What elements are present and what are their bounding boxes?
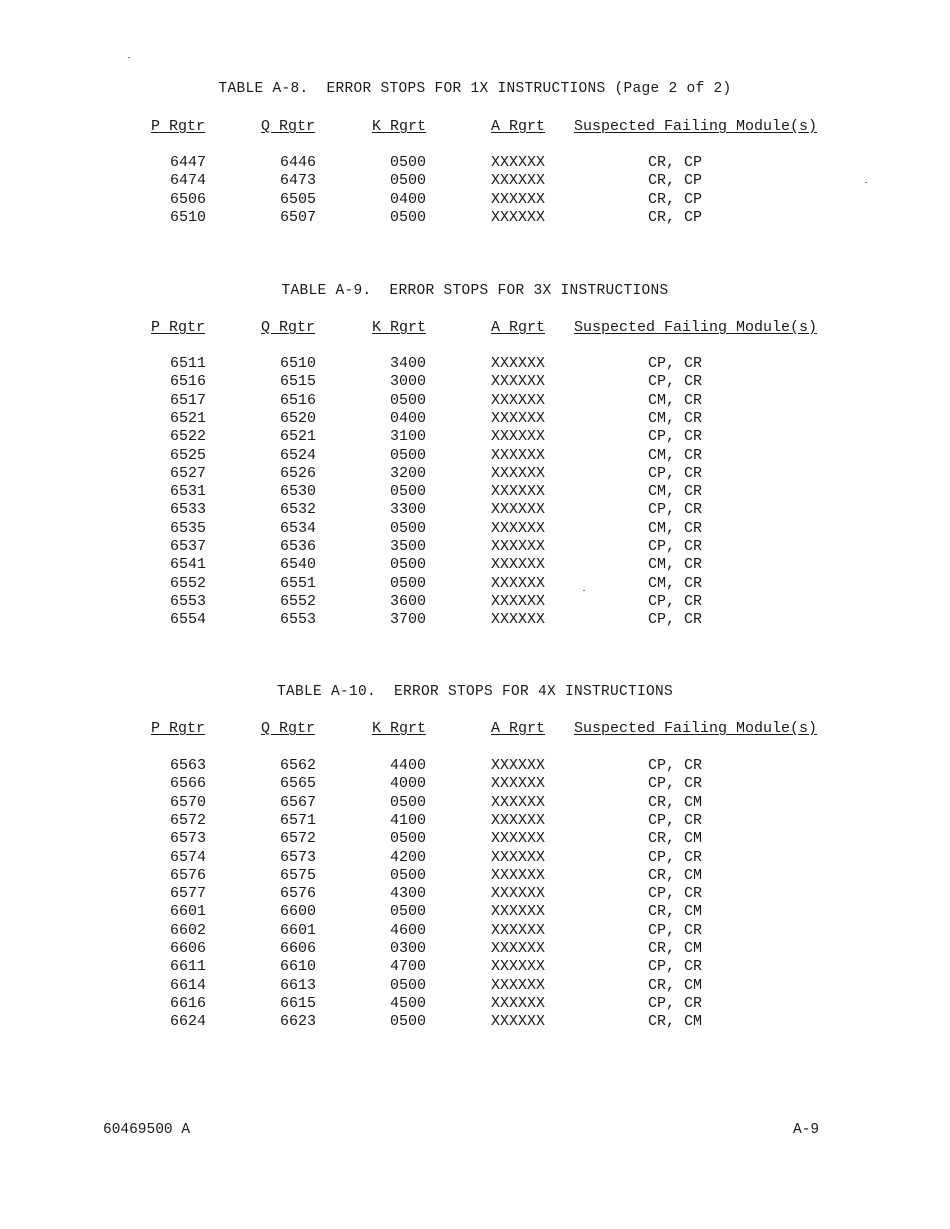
cell-a-rgrt: XXXXXX (491, 976, 546, 994)
table-header (0, 319, 950, 337)
cell-suspected-modules: CP, CR (648, 775, 703, 793)
header-a-rgrt: A Rgrt (491, 720, 546, 737)
cell-q-rgtr: 6510 (280, 355, 317, 372)
table-row (0, 757, 950, 775)
cell-p-rgtr: 6576 (170, 866, 207, 884)
cell-a-rgrt: XXXXXX (491, 757, 546, 774)
cell-p-rgtr: 6527 (170, 464, 207, 482)
cell-a-rgrt: XXXXXX (491, 446, 546, 464)
scan-speck (865, 182, 867, 183)
cell-q-rgtr: 6446 (280, 154, 317, 171)
cell-p-rgtr: 6572 (170, 811, 207, 829)
cell-a-rgrt: XXXXXX (491, 885, 546, 903)
cell-p-rgtr: 6537 (170, 538, 207, 555)
cell-k-rgrt: 0500 (390, 866, 427, 884)
cell-a-rgrt: XXXXXX (491, 355, 546, 372)
cell-a-rgrt: XXXXXX (491, 409, 546, 427)
table-row (0, 995, 950, 1013)
cell-q-rgtr: 6567 (280, 793, 317, 811)
table-row (0, 977, 950, 995)
cell-q-rgtr: 6562 (280, 757, 317, 774)
cell-suspected-modules: CR, CM (648, 1013, 703, 1031)
table-row (0, 191, 950, 209)
cell-a-rgrt: XXXXXX (491, 611, 546, 629)
cell-p-rgtr: 6611 (170, 958, 207, 976)
table-row (0, 483, 950, 501)
cell-suspected-modules: CR, CM (648, 976, 703, 994)
cell-q-rgtr: 6551 (280, 574, 317, 592)
cell-k-rgrt: 4600 (390, 921, 427, 939)
cell-q-rgtr: 6572 (280, 830, 317, 848)
cell-k-rgrt: 0500 (390, 903, 427, 921)
cell-suspected-modules: CP, CR (648, 373, 703, 391)
table-row (0, 428, 950, 446)
cell-p-rgtr: 6574 (170, 848, 207, 866)
cell-p-rgtr: 6506 (170, 190, 207, 208)
cell-q-rgtr: 6536 (280, 538, 317, 555)
cell-suspected-modules: CP, CR (648, 428, 703, 446)
cell-q-rgtr: 6613 (280, 976, 317, 994)
cell-suspected-modules: CP, CR (648, 811, 703, 829)
cell-p-rgtr: 6474 (170, 172, 207, 190)
cell-k-rgrt: 4300 (390, 885, 427, 903)
cell-p-rgtr: 6614 (170, 976, 207, 994)
cell-suspected-modules: CR, CM (648, 793, 703, 811)
cell-suspected-modules: CM, CR (648, 519, 703, 537)
cell-p-rgtr: 6563 (170, 757, 207, 774)
cell-k-rgrt: 4000 (390, 775, 427, 793)
cell-k-rgrt: 4100 (390, 811, 427, 829)
cell-suspected-modules: CR, CM (648, 903, 703, 921)
cell-suspected-modules: CR, CM (648, 940, 703, 957)
cell-suspected-modules: CP, CR (648, 757, 703, 774)
cell-p-rgtr: 6577 (170, 885, 207, 903)
table-row (0, 355, 950, 373)
cell-p-rgtr: 6554 (170, 611, 207, 629)
cell-a-rgrt: XXXXXX (491, 994, 546, 1012)
cell-suspected-modules: CP, CR (648, 464, 703, 482)
table-row (0, 410, 950, 428)
cell-p-rgtr: 6573 (170, 830, 207, 848)
cell-suspected-modules: CP, CR (648, 921, 703, 939)
cell-p-rgtr: 6566 (170, 775, 207, 793)
scan-speck (128, 57, 130, 58)
cell-a-rgrt: XXXXXX (491, 958, 546, 976)
table-row (0, 575, 950, 593)
table-row (0, 465, 950, 483)
header-q-rgtr: Q Rgtr (261, 720, 316, 737)
table-row (0, 593, 950, 611)
table-title: TABLE A-10. ERROR STOPS FOR 4X INSTRUCTIONS (276, 684, 674, 700)
cell-k-rgrt: 0300 (390, 940, 427, 957)
cell-q-rgtr: 6552 (280, 592, 317, 610)
cell-q-rgtr: 6520 (280, 409, 317, 427)
header-q-rgtr: Q Rgtr (261, 319, 316, 336)
cell-a-rgrt: XXXXXX (491, 592, 546, 610)
cell-suspected-modules: CP, CR (648, 538, 703, 555)
table-row (0, 154, 950, 172)
cell-p-rgtr: 6616 (170, 994, 207, 1012)
cell-p-rgtr: 6511 (170, 355, 207, 372)
cell-p-rgtr: 6606 (170, 940, 207, 957)
cell-a-rgrt: XXXXXX (491, 940, 546, 957)
table-row (0, 209, 950, 227)
cell-p-rgtr: 6624 (170, 1013, 207, 1031)
cell-suspected-modules: CM, CR (648, 409, 703, 427)
table-row (0, 538, 950, 556)
cell-k-rgrt: 4200 (390, 848, 427, 866)
table-title: TABLE A-8. ERROR STOPS FOR 1X INSTRUCTIONS (Page 2 of 2) (218, 81, 732, 97)
cell-k-rgrt: 0500 (390, 793, 427, 811)
cell-q-rgtr: 6515 (280, 373, 317, 391)
cell-a-rgrt: XXXXXX (491, 903, 546, 921)
cell-k-rgrt: 0500 (390, 391, 427, 409)
cell-a-rgrt: XXXXXX (491, 556, 546, 574)
table-row (0, 940, 950, 958)
table-row (0, 849, 950, 867)
table-row (0, 447, 950, 465)
cell-p-rgtr: 6552 (170, 574, 207, 592)
cell-k-rgrt: 3700 (390, 611, 427, 629)
cell-k-rgrt: 0400 (390, 190, 427, 208)
cell-a-rgrt: XXXXXX (491, 190, 546, 208)
cell-k-rgrt: 3000 (390, 373, 427, 391)
cell-k-rgrt: 0500 (390, 574, 427, 592)
cell-a-rgrt: XXXXXX (491, 775, 546, 793)
cell-k-rgrt: 3500 (390, 538, 427, 555)
table-row (0, 1013, 950, 1031)
cell-k-rgrt: 0500 (390, 172, 427, 190)
cell-a-rgrt: XXXXXX (491, 428, 546, 446)
table-row (0, 922, 950, 940)
header-k-rgrt: K Rgrt (372, 720, 427, 737)
cell-suspected-modules: CR, CP (648, 190, 703, 208)
table-row (0, 611, 950, 629)
table-row (0, 520, 950, 538)
cell-suspected-modules: CP, CR (648, 958, 703, 976)
cell-suspected-modules: CR, CM (648, 830, 703, 848)
cell-suspected-modules: CP, CR (648, 501, 703, 519)
cell-suspected-modules: CR, CP (648, 172, 703, 190)
cell-k-rgrt: 0500 (390, 483, 427, 501)
cell-q-rgtr: 6576 (280, 885, 317, 903)
cell-q-rgtr: 6524 (280, 446, 317, 464)
cell-p-rgtr: 6510 (170, 208, 207, 226)
table-row (0, 392, 950, 410)
cell-p-rgtr: 6516 (170, 373, 207, 391)
header-p-rgtr: P Rgtr (151, 319, 206, 336)
table-row (0, 958, 950, 976)
cell-k-rgrt: 0500 (390, 154, 427, 171)
cell-k-rgrt: 3400 (390, 355, 427, 372)
cell-p-rgtr: 6517 (170, 391, 207, 409)
cell-q-rgtr: 6534 (280, 519, 317, 537)
table-row (0, 775, 950, 793)
header-p-rgtr: P Rgtr (151, 720, 206, 737)
cell-p-rgtr: 6521 (170, 409, 207, 427)
cell-suspected-modules: CP, CR (648, 592, 703, 610)
cell-a-rgrt: XXXXXX (491, 519, 546, 537)
header-a-rgrt: A Rgrt (491, 118, 546, 135)
cell-p-rgtr: 6553 (170, 592, 207, 610)
cell-p-rgtr: 6535 (170, 519, 207, 537)
table-row (0, 812, 950, 830)
cell-a-rgrt: XXXXXX (491, 501, 546, 519)
cell-k-rgrt: 0500 (390, 446, 427, 464)
cell-suspected-modules: CR, CP (648, 208, 703, 226)
cell-a-rgrt: XXXXXX (491, 830, 546, 848)
header-k-rgrt: K Rgrt (372, 319, 427, 336)
cell-q-rgtr: 6565 (280, 775, 317, 793)
table-header (0, 720, 950, 738)
cell-a-rgrt: XXXXXX (491, 373, 546, 391)
cell-a-rgrt: XXXXXX (491, 848, 546, 866)
header-suspected-modules: Suspected Failing Module(s) (574, 319, 818, 336)
table-row (0, 830, 950, 848)
cell-p-rgtr: 6601 (170, 903, 207, 921)
header-q-rgtr: Q Rgtr (261, 118, 316, 135)
cell-suspected-modules: CP, CR (648, 355, 703, 372)
cell-q-rgtr: 6473 (280, 172, 317, 190)
cell-a-rgrt: XXXXXX (491, 172, 546, 190)
cell-k-rgrt: 0400 (390, 409, 427, 427)
cell-a-rgrt: XXXXXX (491, 483, 546, 501)
cell-a-rgrt: XXXXXX (491, 793, 546, 811)
cell-q-rgtr: 6521 (280, 428, 317, 446)
cell-suspected-modules: CP, CR (648, 848, 703, 866)
cell-q-rgtr: 6540 (280, 556, 317, 574)
cell-p-rgtr: 6533 (170, 501, 207, 519)
cell-a-rgrt: XXXXXX (491, 464, 546, 482)
table-row (0, 885, 950, 903)
table-row (0, 556, 950, 574)
cell-suspected-modules: CR, CP (648, 154, 703, 171)
cell-k-rgrt: 0500 (390, 976, 427, 994)
cell-q-rgtr: 6615 (280, 994, 317, 1012)
table-row (0, 172, 950, 190)
cell-k-rgrt: 4700 (390, 958, 427, 976)
cell-suspected-modules: CP, CR (648, 611, 703, 629)
cell-suspected-modules: CM, CR (648, 574, 703, 592)
cell-k-rgrt: 3600 (390, 592, 427, 610)
header-p-rgtr: P Rgtr (151, 118, 206, 135)
header-k-rgrt: K Rgrt (372, 118, 427, 135)
document-number: 60469500 A (103, 1122, 191, 1138)
cell-a-rgrt: XXXXXX (491, 208, 546, 226)
table-row (0, 867, 950, 885)
cell-q-rgtr: 6505 (280, 190, 317, 208)
cell-a-rgrt: XXXXXX (491, 391, 546, 409)
cell-q-rgtr: 6606 (280, 940, 317, 957)
cell-a-rgrt: XXXXXX (491, 154, 546, 171)
cell-a-rgrt: XXXXXX (491, 538, 546, 555)
cell-suspected-modules: CM, CR (648, 446, 703, 464)
cell-k-rgrt: 0500 (390, 556, 427, 574)
cell-suspected-modules: CP, CR (648, 994, 703, 1012)
header-suspected-modules: Suspected Failing Module(s) (574, 118, 818, 135)
cell-k-rgrt: 0500 (390, 830, 427, 848)
cell-suspected-modules: CM, CR (648, 556, 703, 574)
cell-p-rgtr: 6602 (170, 921, 207, 939)
cell-suspected-modules: CM, CR (648, 483, 703, 501)
cell-q-rgtr: 6507 (280, 208, 317, 226)
scan-speck (583, 590, 585, 591)
cell-k-rgrt: 0500 (390, 519, 427, 537)
cell-q-rgtr: 6623 (280, 1013, 317, 1031)
cell-k-rgrt: 4500 (390, 994, 427, 1012)
cell-q-rgtr: 6571 (280, 811, 317, 829)
cell-k-rgrt: 4400 (390, 757, 427, 774)
page-number: A-9 (793, 1122, 820, 1138)
table-header (0, 118, 950, 136)
cell-q-rgtr: 6530 (280, 483, 317, 501)
cell-a-rgrt: XXXXXX (491, 921, 546, 939)
cell-a-rgrt: XXXXXX (491, 866, 546, 884)
cell-k-rgrt: 3200 (390, 464, 427, 482)
cell-k-rgrt: 0500 (390, 208, 427, 226)
cell-suspected-modules: CR, CM (648, 866, 703, 884)
cell-q-rgtr: 6553 (280, 611, 317, 629)
cell-q-rgtr: 6601 (280, 921, 317, 939)
cell-p-rgtr: 6522 (170, 428, 207, 446)
table-row (0, 794, 950, 812)
cell-k-rgrt: 0500 (390, 1013, 427, 1031)
table-title: TABLE A-9. ERROR STOPS FOR 3X INSTRUCTIONS (281, 283, 669, 299)
cell-a-rgrt: XXXXXX (491, 574, 546, 592)
cell-q-rgtr: 6575 (280, 866, 317, 884)
cell-k-rgrt: 3100 (390, 428, 427, 446)
cell-q-rgtr: 6516 (280, 391, 317, 409)
cell-a-rgrt: XXXXXX (491, 1013, 546, 1031)
cell-suspected-modules: CP, CR (648, 885, 703, 903)
cell-q-rgtr: 6532 (280, 501, 317, 519)
cell-k-rgrt: 3300 (390, 501, 427, 519)
cell-p-rgtr: 6531 (170, 483, 207, 501)
cell-suspected-modules: CM, CR (648, 391, 703, 409)
cell-q-rgtr: 6600 (280, 903, 317, 921)
header-a-rgrt: A Rgrt (491, 319, 546, 336)
cell-p-rgtr: 6525 (170, 446, 207, 464)
cell-a-rgrt: XXXXXX (491, 811, 546, 829)
cell-q-rgtr: 6526 (280, 464, 317, 482)
table-row (0, 903, 950, 921)
cell-q-rgtr: 6573 (280, 848, 317, 866)
table-row (0, 501, 950, 519)
table-row (0, 373, 950, 391)
cell-p-rgtr: 6447 (170, 154, 207, 171)
cell-p-rgtr: 6541 (170, 556, 207, 574)
cell-p-rgtr: 6570 (170, 793, 207, 811)
header-suspected-modules: Suspected Failing Module(s) (574, 720, 818, 737)
cell-q-rgtr: 6610 (280, 958, 317, 976)
